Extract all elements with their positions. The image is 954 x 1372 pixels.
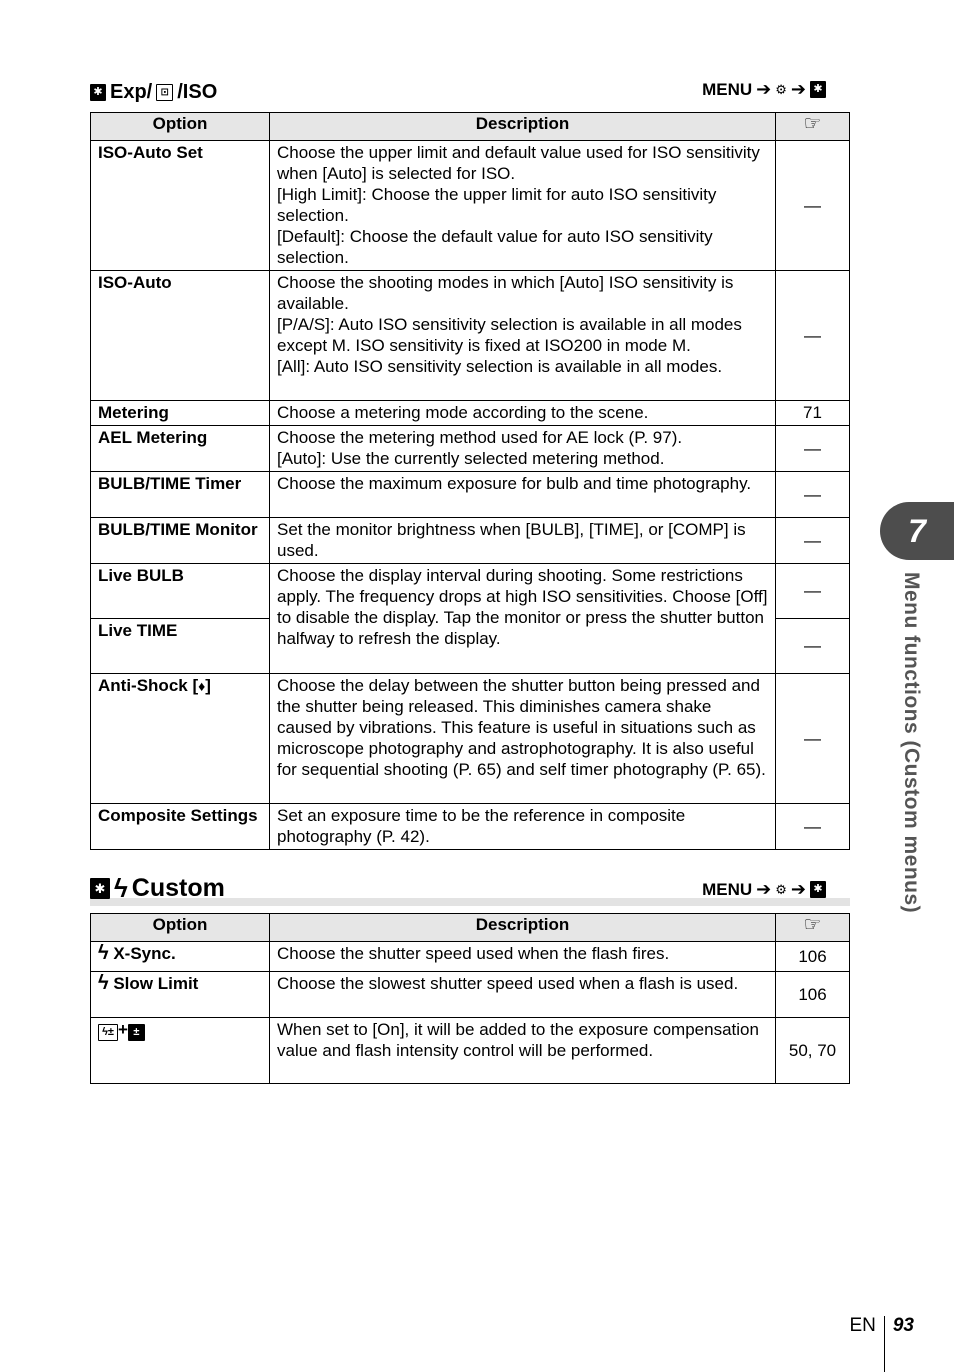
custom-menu-icon: ✱ <box>90 84 106 101</box>
description-line: Choose the metering method used for AE lock (P. 97). <box>277 428 683 447</box>
arrow-right-icon: ➔ <box>790 79 806 99</box>
option-label: X-Sync. <box>113 944 176 963</box>
option-cell: ISO-Auto <box>91 271 270 401</box>
header-reference <box>776 914 850 942</box>
table-row <box>91 1018 850 1084</box>
option-cell: AEL Metering <box>91 426 270 472</box>
table-row <box>91 564 850 619</box>
reference-cell: — <box>776 472 850 518</box>
description-cell: Choose the shutter speed used when the flash fires. <box>270 942 776 972</box>
description-cell <box>270 426 776 472</box>
page-footer <box>849 1298 914 1354</box>
description-line: Choose a metering mode according to the scene. <box>277 403 649 422</box>
gear-icon: ⚙ <box>775 81 787 97</box>
gear-icon: ⚙ <box>775 881 787 897</box>
description-line: Set an exposure time to be the reference in composite photography (P. 42). <box>277 806 686 846</box>
option-cell <box>91 972 270 1018</box>
table-row <box>91 472 850 518</box>
menu-path <box>702 879 826 900</box>
reference-cell: 71 <box>776 401 850 426</box>
description-cell <box>270 401 776 426</box>
description-cell <box>270 674 776 804</box>
header-option: Option <box>91 914 270 942</box>
flash-icon: ϟ <box>98 942 109 964</box>
pointing-hand-icon: ☞ <box>803 113 822 135</box>
option-cell: Composite Settings <box>91 804 270 850</box>
custom-menu-icon: ✱ <box>810 881 826 898</box>
table-row <box>91 271 850 401</box>
reference-cell: 106 <box>776 942 850 972</box>
flash-icon: ϟ <box>114 873 128 903</box>
custom-flash-table <box>90 913 850 1084</box>
header-description: Description <box>270 113 776 141</box>
menu-label: MENU <box>702 79 753 99</box>
description-cell: When set to [On], it will be added to the exposure compensation value and flash intensity control will be performed. <box>270 1018 776 1084</box>
table-row <box>91 972 850 1018</box>
description-line: [All]: Auto ISO sensitivity selection is available in all modes. <box>277 357 723 376</box>
anti-shock-icon: ♦ <box>198 678 206 694</box>
custom-menu-icon: ✱ <box>810 81 826 98</box>
table-header-row <box>91 113 850 141</box>
header-option: Option <box>91 113 270 141</box>
reference-cell: 50, 70 <box>776 1018 850 1084</box>
description-line: Choose the maximum exposure for bulb and time photography. <box>277 474 752 493</box>
table-row <box>91 674 850 804</box>
exp-iso-table <box>90 112 850 850</box>
table-row <box>91 141 850 271</box>
description-line: [Default]: Choose the default value for auto ISO sensitivity selection. <box>277 227 713 267</box>
arrow-right-icon: ➔ <box>790 879 806 899</box>
reference-cell: — <box>776 271 850 401</box>
header-description: Description <box>270 914 776 942</box>
description-cell <box>270 141 776 271</box>
description-line: Choose the upper limit and default value used for ISO sensitivity when [Auto] is selected for ISO. <box>277 143 760 183</box>
section-title <box>90 81 217 104</box>
description-cell <box>270 472 776 518</box>
option-cell: Live BULB <box>91 564 270 619</box>
option-suffix: ] <box>205 676 211 695</box>
title-suffix: /ISO <box>177 81 218 103</box>
section-heading-custom <box>90 873 850 906</box>
section-title <box>90 873 225 904</box>
description-cell <box>270 804 776 850</box>
description-line: Choose the delay between the shutter button being pressed and the shutter being released. This diminishes camera shake caused by vibrations. This feature is useful in situations such as microscope photography and astrophotography. It is also useful for sequential shooting (P. 65) and self timer photography (P. 65). <box>277 676 766 779</box>
table-row <box>91 401 850 426</box>
custom-title: Custom <box>131 874 225 902</box>
exposure-compensation-icon: ± <box>128 1024 145 1041</box>
option-cell: BULB/TIME Timer <box>91 472 270 518</box>
reference-cell: — <box>776 141 850 271</box>
option-cell <box>91 942 270 972</box>
description-cell <box>270 564 776 674</box>
table-row <box>91 518 850 564</box>
reference-cell: — <box>776 426 850 472</box>
description-line: Choose the shooting modes in which [Auto] ISO sensitivity is available. <box>277 273 734 313</box>
table-row <box>91 804 850 850</box>
option-cell <box>91 674 270 804</box>
option-cell: BULB/TIME Monitor <box>91 518 270 564</box>
option-label: Slow Limit <box>113 974 199 993</box>
reference-cell: — <box>776 564 850 619</box>
language-label: EN <box>849 1315 876 1336</box>
arrow-right-icon: ➔ <box>756 879 772 899</box>
menu-path <box>702 79 826 100</box>
flash-icon: ϟ <box>98 972 109 994</box>
option-cell: ISO-Auto Set <box>91 141 270 271</box>
chapter-label: Menu functions (Custom menus) <box>900 572 923 914</box>
flash-compensation-icon: ϟ± <box>98 1024 118 1041</box>
description-cell <box>270 271 776 401</box>
table-row <box>91 942 850 972</box>
section-heading-exp-iso <box>90 76 850 106</box>
metering-icon: ⊡ <box>156 84 173 101</box>
reference-cell: — <box>776 674 850 804</box>
description-line: [Auto]: Use the currently selected metering method. <box>277 449 665 468</box>
table-header-row <box>91 914 850 942</box>
footer-divider <box>884 1316 885 1372</box>
reference-cell: 106 <box>776 972 850 1018</box>
option-cell: Live TIME <box>91 619 270 674</box>
option-cell <box>91 1018 270 1084</box>
reference-cell: — <box>776 518 850 564</box>
reference-cell: — <box>776 619 850 674</box>
option-label: Anti-Shock [ <box>98 676 199 695</box>
reference-cell: — <box>776 804 850 850</box>
option-label: + <box>118 1020 128 1039</box>
title-prefix: Exp/ <box>110 81 153 103</box>
page-number: 93 <box>892 1315 914 1336</box>
description-cell: Choose the slowest shutter speed used when a flash is used. <box>270 972 776 1018</box>
description-line: Set the monitor brightness when [BULB], [TIME], or [COMP] is used. <box>277 520 746 560</box>
custom-menu-f-icon: ✱ <box>90 878 110 899</box>
table-row <box>91 426 850 472</box>
chapter-tab: 7 <box>880 502 954 560</box>
description-line: [P/A/S]: Auto ISO sensitivity selection is available in all modes except M. ISO sensitivity is fixed at ISO200 in mode M. <box>277 315 742 355</box>
arrow-right-icon: ➔ <box>756 79 772 99</box>
pointing-hand-icon: ☞ <box>803 914 822 936</box>
description-line: Choose the display interval during shooting. Some restrictions apply. The frequency drops at high ISO sensitivities. Choose [Off] to disable the display. Tap the monitor or press the shutter button halfway to refresh the display. <box>277 566 768 648</box>
option-cell: Metering <box>91 401 270 426</box>
header-reference <box>776 113 850 141</box>
menu-label: MENU <box>702 879 753 899</box>
description-cell <box>270 518 776 564</box>
description-line: [High Limit]: Choose the upper limit for auto ISO sensitivity selection. <box>277 185 717 225</box>
